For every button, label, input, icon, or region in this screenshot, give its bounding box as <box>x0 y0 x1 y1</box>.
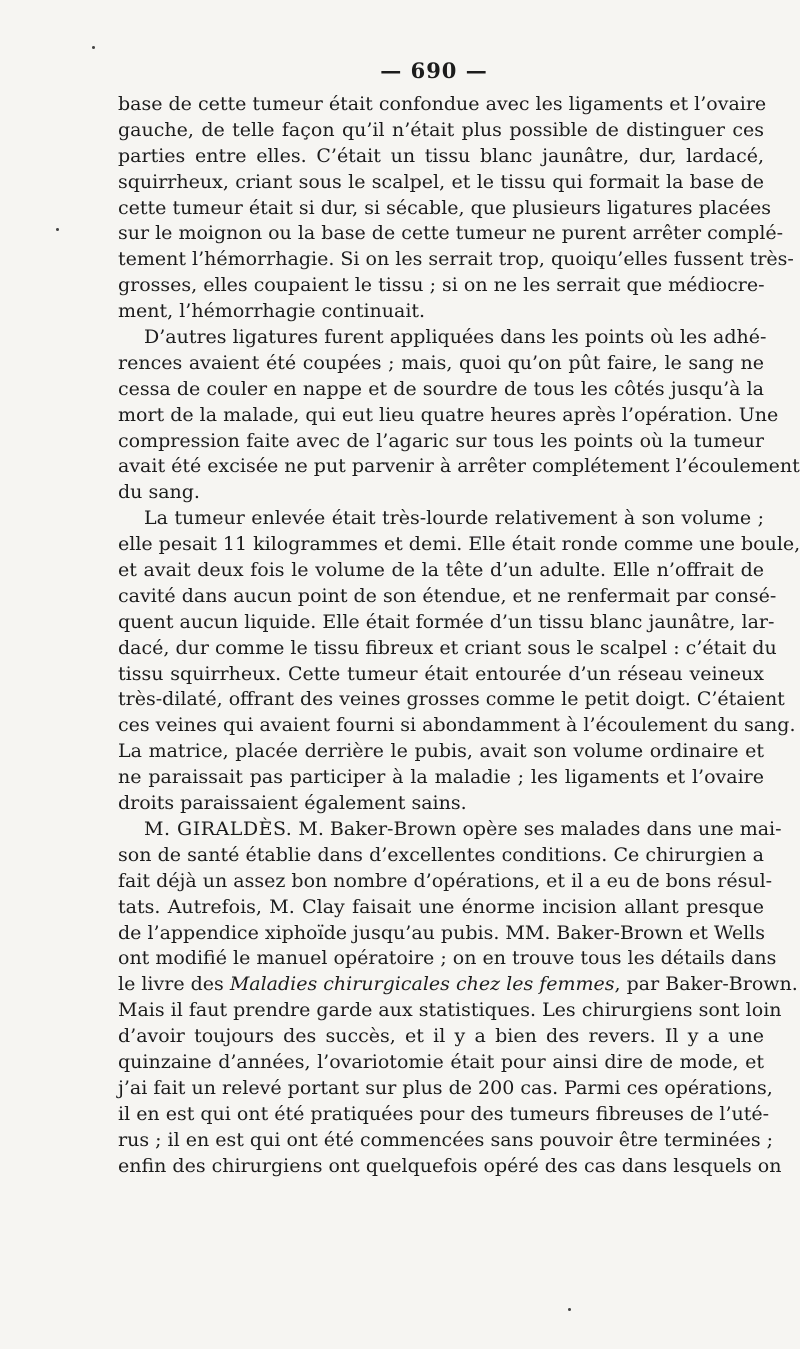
text-line: et avait deux fois le volume de la tête d’un adulte. Elle n’offrait de <box>118 559 764 582</box>
text-line: j’ai fait un relevé portant sur plus de 200 cas. Parmi ces opérations, <box>118 1076 773 1099</box>
book-title: Maladies chirurgicales chez les femmes <box>229 973 615 996</box>
text-line: très-dilaté, offrant des veines grosses comme le petit doigt. C’étaient <box>118 688 785 711</box>
text-line: ment, l’hémorrhagie continuait. <box>118 300 426 323</box>
paragraph <box>118 506 800 817</box>
body-text <box>118 92 800 1179</box>
book-line-before: le livre des <box>118 973 230 996</box>
text-line: tissu squirrheux. Cette tumeur était entourée d’un réseau veineux <box>118 662 764 685</box>
text-line: quinzaine d’années, l’ovariotomie était pour ainsi dire de mode, et <box>118 1050 764 1073</box>
text-line: gauche, de telle façon qu’il n’était plus possible de distinguer ces <box>118 118 764 141</box>
scan-speck <box>56 228 59 231</box>
text-line: cessa de couler en nappe et de sourdre de tous les côtés jusqu’à la <box>118 377 764 400</box>
text-line: fait déjà un assez bon nombre d’opérations, et il a eu de bons résul- <box>118 869 773 892</box>
text-line <box>118 972 798 998</box>
text-line: parties entre elles. C’était un tissu blanc jaunâtre, dur, lardacé, <box>118 144 764 167</box>
text-line: elle pesait 11 kilogrammes et demi. Elle était ronde comme une boule, <box>118 533 800 556</box>
text-line: son de santé établie dans d’excellentes conditions. Ce chirurgien a <box>118 843 764 866</box>
speaker-name: M. GIRALDÈS. <box>144 817 293 840</box>
text-line: cette tumeur était si dur, si sécable, que plusieurs ligatures placées <box>118 196 772 219</box>
text-line: du sang. <box>118 481 200 504</box>
text-line: tats. Autrefois, M. Clay faisait une énorme incision allant presque <box>118 895 764 918</box>
text-line: compression faite avec de l’agaric sur tous les points où la tumeur <box>118 429 764 452</box>
text-line <box>118 817 782 843</box>
text-line: D’autres ligatures furent appliquées dans les points où les adhé- <box>144 326 767 349</box>
text-line: droits paraissaient également sains. <box>118 792 467 815</box>
text-line: enfin des chirurgiens ont quelquefois opéré des cas dans lesquels on <box>118 1154 782 1177</box>
book-line-after: , par Baker-Brown. <box>614 973 798 996</box>
paragraph <box>118 325 800 506</box>
text-line: quent aucun liquide. Elle était formée d’un tissu blanc jaunâtre, lar- <box>118 610 775 633</box>
scan-speck <box>568 1308 571 1311</box>
text-line: ne paraissait pas participer à la maladie ; les ligaments et l’ovaire <box>118 766 764 789</box>
text-line: Mais il faut prendre garde aux statistiques. Les chirurgiens sont loin <box>118 999 782 1022</box>
text-line: cavité dans aucun point de son étendue, et ne renfermait par consé- <box>118 584 777 607</box>
text-line: rences avaient été coupées ; mais, quoi qu’on pût faire, le sang ne <box>118 351 764 374</box>
text-line: tement l’hémorrhagie. Si on les serrait trop, quoiqu’elles fussent très- <box>118 248 794 271</box>
paragraph <box>118 92 794 325</box>
text-line: d’avoir toujours des succès, et il y a bien des revers. Il y a une <box>118 1025 764 1048</box>
text-line: grosses, elles coupaient le tissu ; si on ne les serrait que médiocre- <box>118 274 765 297</box>
text-line: squirrheux, criant sous le scalpel, et le tissu qui formait la base de <box>118 170 764 193</box>
text-line: avait été excisée ne put parvenir à arrêter complétement l’écoulement <box>118 455 800 478</box>
text-line: sur le moignon ou la base de cette tumeur ne purent arrêter complé- <box>118 222 784 245</box>
text-line-content: M. Baker-Brown opère ses malades dans une mai- <box>298 817 782 840</box>
text-line: base de cette tumeur était confondue avec les ligaments et l’ovaire <box>118 93 767 115</box>
page-number: — 690 — <box>380 58 488 83</box>
text-line: ont modifié le manuel opératoire ; on en trouve tous les détails dans <box>118 947 777 970</box>
text-line: La matrice, placée derrière le pubis, avait son volume ordinaire et <box>118 740 764 763</box>
text-line: il en est qui ont été pratiquées pour des tumeurs fibreuses de l’uté- <box>118 1102 770 1125</box>
text-line: mort de la malade, qui eut lieu quatre heures après l’opération. Une <box>118 403 779 426</box>
text-line: La tumeur enlevée était très-lourde relativement à son volume ; <box>144 507 764 530</box>
text-line: rus ; il en est qui ont été commencées sans pouvoir être terminées ; <box>118 1128 774 1151</box>
text-line: de l’appendice xiphoïde jusqu’au pubis. MM. Baker-Brown et Wells <box>118 921 766 944</box>
paragraph <box>118 817 798 1179</box>
text-line: dacé, dur comme le tissu fibreux et criant sous le scalpel : c’était du <box>118 636 777 659</box>
text-line: ces veines qui avaient fourni si abondamment à l’écoulement du sang. <box>118 714 796 737</box>
scan-speck <box>92 46 95 49</box>
